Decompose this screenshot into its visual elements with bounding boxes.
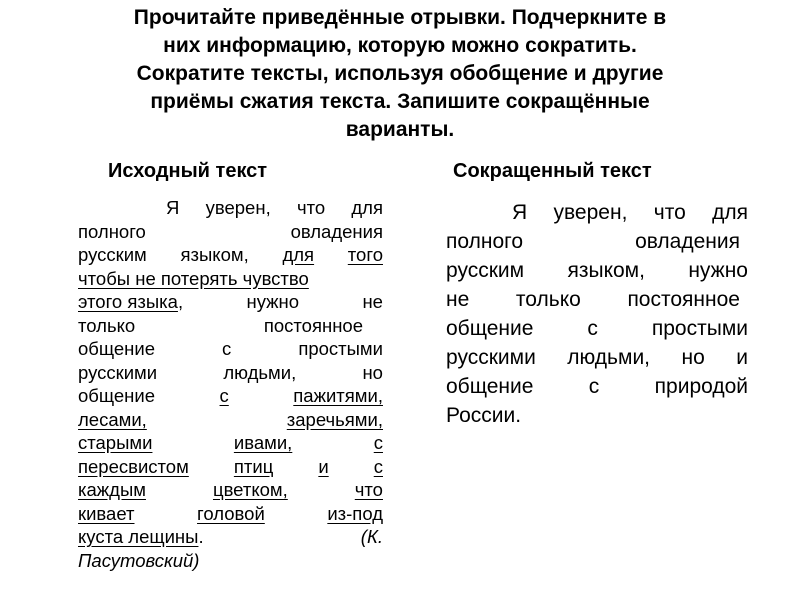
word: общение (446, 317, 534, 340)
word: простыми (651, 317, 748, 340)
underlined-word: головой (197, 502, 265, 524)
word: русским (78, 244, 147, 265)
text-line (78, 243, 383, 267)
word: постоянное (263, 314, 363, 336)
word: русскими (78, 361, 158, 383)
text-line (446, 256, 748, 285)
text-line (446, 198, 748, 227)
underlined-phrase: этого языка (78, 291, 178, 312)
underlined-word: того (347, 244, 383, 265)
text-line (78, 549, 383, 573)
author-attribution: (К. (360, 526, 383, 547)
underlined-word: из-под (327, 502, 383, 524)
underlined-word: цветком, (212, 479, 288, 500)
underlined-word: что (354, 479, 383, 500)
word: России. (446, 404, 522, 427)
word: овладения (635, 230, 740, 253)
underlined-word: заречьями, (286, 408, 383, 430)
shortened-text-heading: Сокращенный текст (453, 160, 652, 182)
text-line (78, 290, 383, 314)
underlined-word: пересвистом (78, 455, 189, 477)
word: нужно (688, 259, 748, 282)
text-line (78, 525, 383, 549)
word: Я (166, 197, 180, 218)
underlined-word: кивает (78, 502, 135, 524)
underlined-word: с (373, 432, 383, 453)
text-line (78, 337, 383, 361)
original-text-heading: Исходный текст (108, 160, 268, 182)
word: что (296, 197, 326, 218)
word: людьми, (567, 346, 651, 369)
punctuation: , (177, 291, 184, 312)
text-line (78, 455, 383, 479)
word: что (653, 201, 686, 224)
text-line (78, 502, 383, 526)
word: уверен, (553, 201, 628, 224)
word: Я (512, 201, 528, 224)
shortened-text-block (446, 198, 748, 430)
underlined-word: птиц (233, 455, 274, 477)
text-line (446, 285, 748, 314)
task-instructions (40, 4, 760, 144)
underlined-word: с (373, 455, 383, 477)
author-attribution: Пасутовский) (78, 549, 200, 571)
word: русским (446, 259, 525, 282)
word: языком, (567, 259, 645, 282)
text-line (78, 267, 383, 291)
title-line-4: приёмы сжатия текста. Запишите сокращённые (150, 90, 650, 113)
title-line-3: Сократите тексты, используя обобщение и другие (136, 62, 664, 85)
word: для (712, 201, 748, 224)
underlined-word: лесами, (78, 408, 147, 430)
text-line (78, 220, 383, 244)
word: с (222, 338, 232, 359)
underlined-phrase: куста лещины (78, 526, 199, 547)
underlined-word: старыми (78, 432, 153, 453)
word: русскими (446, 346, 536, 369)
underlined-word: и (318, 455, 329, 477)
word: с (587, 317, 598, 340)
underlined-word: для (282, 244, 315, 265)
word: нужно (246, 291, 300, 312)
word: не (362, 291, 383, 312)
text-line (78, 196, 383, 220)
word: полного (446, 230, 523, 253)
word: и (736, 346, 748, 369)
title-line-1: Прочитайте приведённые отрывки. Подчеркните в (133, 6, 667, 29)
title-line-2: них информацию, которую можно сократить. (163, 34, 637, 57)
title-line-5: варианты. (345, 118, 455, 141)
text-line (446, 314, 748, 343)
text-line (78, 431, 383, 455)
text-line (78, 408, 383, 432)
word: общение (78, 338, 156, 359)
underlined-word: ивами, (233, 432, 293, 453)
underlined-phrase: чтобы не потерять чувство (78, 267, 309, 289)
word: языком, (180, 244, 249, 265)
word: природой (654, 375, 748, 398)
original-text-block (78, 196, 383, 572)
text-line (78, 314, 383, 338)
word: уверен, (205, 197, 271, 218)
word: постоянное (627, 288, 740, 311)
word: простыми (298, 338, 383, 359)
word: только (78, 314, 136, 336)
word: полного (78, 220, 146, 242)
underlined-word: пажитями, (293, 385, 383, 406)
underlined-word: каждым (78, 479, 146, 500)
word: не (446, 288, 470, 311)
text-line (446, 401, 748, 430)
word: общение (78, 385, 156, 406)
text-line (446, 343, 748, 372)
text-line (78, 384, 383, 408)
text-line (446, 372, 748, 401)
word: овладения (290, 220, 383, 242)
word: но (681, 346, 705, 369)
word: только (515, 288, 581, 311)
word: с (588, 375, 600, 398)
word: людьми, (223, 361, 297, 383)
underlined-word: с (219, 385, 229, 406)
word: для (351, 197, 383, 218)
text-line (446, 227, 748, 256)
punctuation: . (198, 526, 204, 547)
word: общение (446, 375, 534, 398)
text-line (78, 478, 383, 502)
text-line (78, 361, 383, 385)
word: но (362, 361, 383, 383)
